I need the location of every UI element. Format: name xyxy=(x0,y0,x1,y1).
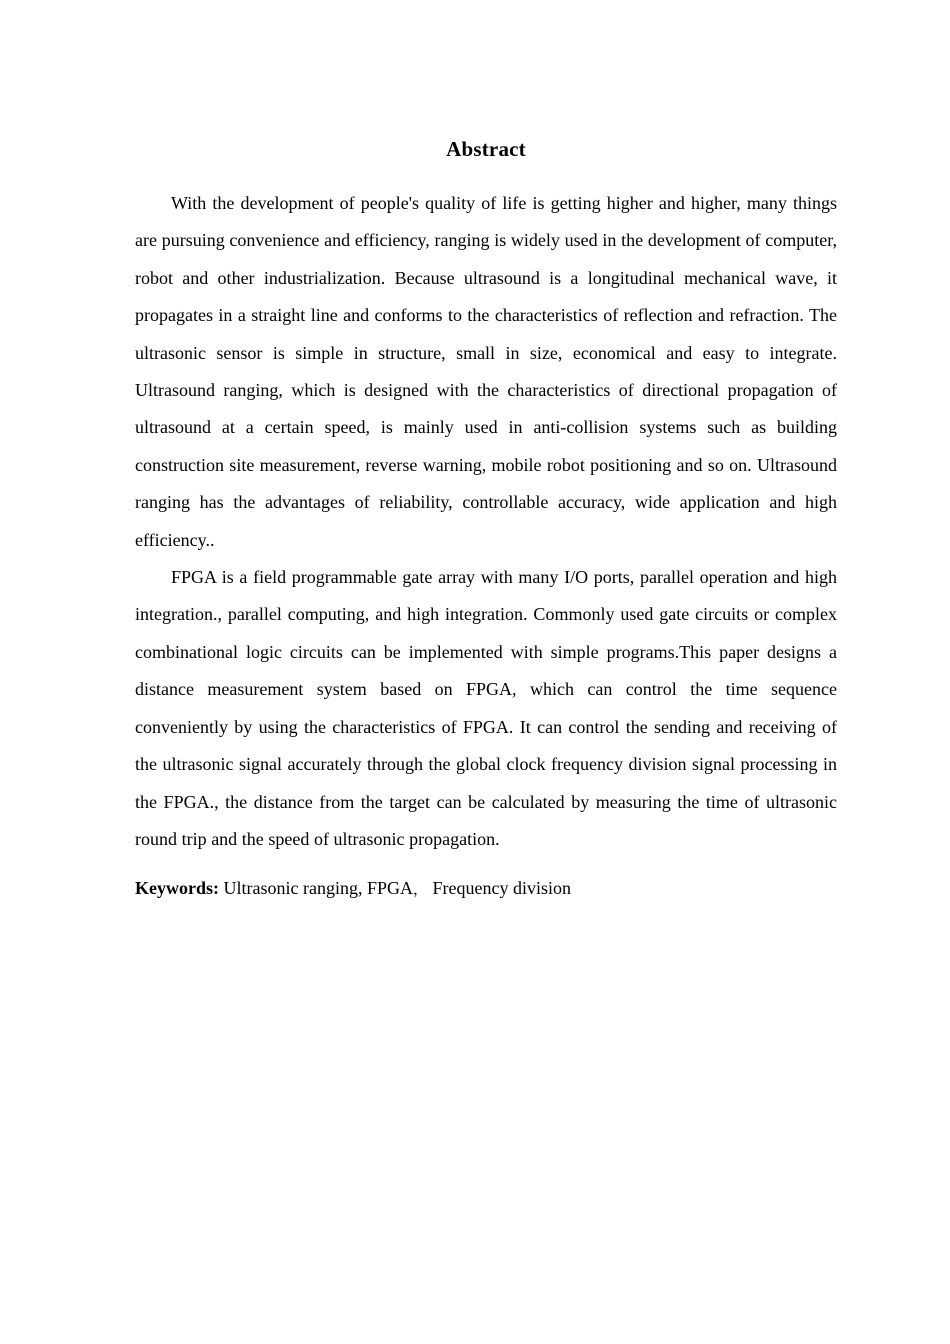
page-title: Abstract xyxy=(446,137,526,161)
keywords-item-1: Ultrasonic ranging, FPGA xyxy=(223,878,413,899)
keywords-label: Keywords: xyxy=(135,878,219,899)
abstract-paragraph-2: FPGA is a field programmable gate array with many I/O ports, parallel operation and high integration., parallel computing, and high integration. Commonly used gate circuits or complex combinational logic circuits can be implemented with simple programs.This paper designs a distance measurement system based on FPGA, which can control the time sequence conveniently by using the characteristics of FPGA. It can control the sending and receiving of the ultrasonic signal accurately through the global clock frequency division signal processing in the FPGA., the distance from the target can be calculated by measuring the time of ultrasonic round trip and the speed of ultrasonic propagation. xyxy=(135,567,837,849)
abstract-body xyxy=(135,185,837,909)
keywords-line xyxy=(135,858,837,908)
abstract-paragraph-1: With the development of people's quality of life is getting higher and higher, many things are pursuing convenience and efficiency, ranging is widely used in the development of computer, robot and other industrialization. Because ultrasound is a longitudinal mechanical wave, it propagates in a straight line and conforms to the characteristics of reflection and refraction. The ultrasonic sensor is simple in structure, small in size, economical and easy to integrate. Ultrasound ranging, which is designed with the characteristics of directional propagation of ultrasound at a certain speed, is mainly used in anti-collision systems such as building construction site measurement, reverse warning, mobile robot positioning and so on. Ultrasound ranging has the advantages of reliability, controllable accuracy, wide application and high efficiency.. xyxy=(135,193,837,550)
keywords-separator: ， xyxy=(412,880,428,899)
keywords-item-2: Frequency division xyxy=(432,878,571,899)
